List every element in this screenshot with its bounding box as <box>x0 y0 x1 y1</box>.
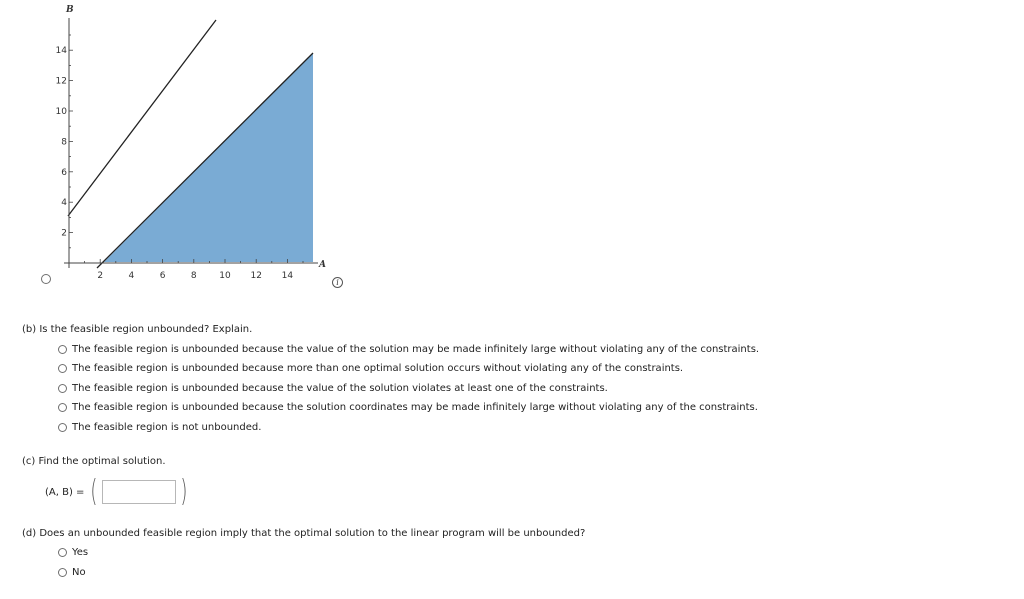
part-b-option-4[interactable] <box>58 402 758 413</box>
answer-label: (A, B) = <box>45 486 85 498</box>
x-tick-label: 8 <box>190 271 197 281</box>
y-tick-label: 14 <box>55 46 67 57</box>
part-b-option-3[interactable] <box>58 383 608 394</box>
option-label: The feasible region is unbounded because the value of the solution violates at least one of the constraints. <box>72 383 608 394</box>
radio-button[interactable] <box>58 423 67 432</box>
y-tick-label: 4 <box>61 198 67 209</box>
part-c-question: (c) Find the optimal solution. <box>22 456 166 467</box>
radio-button[interactable] <box>58 384 67 393</box>
option-label: The feasible region is not unbounded. <box>72 422 262 433</box>
answer-row <box>45 476 190 508</box>
part-d-option-yes[interactable] <box>58 547 88 558</box>
option-label: Yes <box>72 547 89 558</box>
y-axis-label: B <box>66 5 74 15</box>
x-axis-ticks <box>85 259 303 281</box>
radio-button[interactable] <box>58 345 67 354</box>
part-d-option-no[interactable] <box>58 567 86 578</box>
y-tick-label: 10 <box>55 107 67 117</box>
open-paren: ( <box>90 474 98 509</box>
part-b-option-2[interactable] <box>58 363 683 374</box>
y-axis-ticks <box>56 35 73 248</box>
y-tick-label: 12 <box>55 76 67 87</box>
x-axis-label: A <box>319 260 326 270</box>
y-tick-label: 8 <box>61 137 67 148</box>
x-tick-label: 4 <box>128 271 135 281</box>
radio-button[interactable] <box>58 364 67 373</box>
part-d-question: (d) Does an unbounded feasible region imply that the optimal solution to the linear program will be unbounded? <box>22 528 586 539</box>
part-b-option-5[interactable] <box>58 422 261 433</box>
option-label: The feasible region is unbounded because the solution coordinates may be made infinitely large without violating any of the constraints. <box>72 402 758 413</box>
x-tick-label: 6 <box>159 271 166 281</box>
y-tick-label: 2 <box>61 228 67 239</box>
option-label: The feasible region is unbounded because more than one optimal solution occurs without violating any of the constraints. <box>72 363 684 374</box>
x-tick-label: 12 <box>250 271 262 281</box>
option-label: No <box>72 567 86 578</box>
radio-button[interactable] <box>58 568 67 577</box>
x-tick-label: 14 <box>281 271 294 281</box>
graph-select-radio[interactable] <box>41 274 51 284</box>
close-paren: ) <box>180 474 188 509</box>
optimal-solution-input[interactable] <box>102 480 176 504</box>
radio-button[interactable] <box>58 403 67 412</box>
feasible-region-graph <box>0 0 360 300</box>
y-tick-label: 6 <box>61 167 67 178</box>
part-b-option-1[interactable] <box>58 344 759 355</box>
option-label: The feasible region is unbounded because the value of the solution may be made infinitely large without violating any of the constraints. <box>72 344 760 355</box>
part-b-question: (b) Is the feasible region unbounded? Explain. <box>22 324 253 335</box>
info-icon[interactable]: i <box>332 277 343 288</box>
x-tick-label: 2 <box>97 271 104 281</box>
x-tick-label: 10 <box>219 271 231 281</box>
radio-button[interactable] <box>58 548 67 557</box>
